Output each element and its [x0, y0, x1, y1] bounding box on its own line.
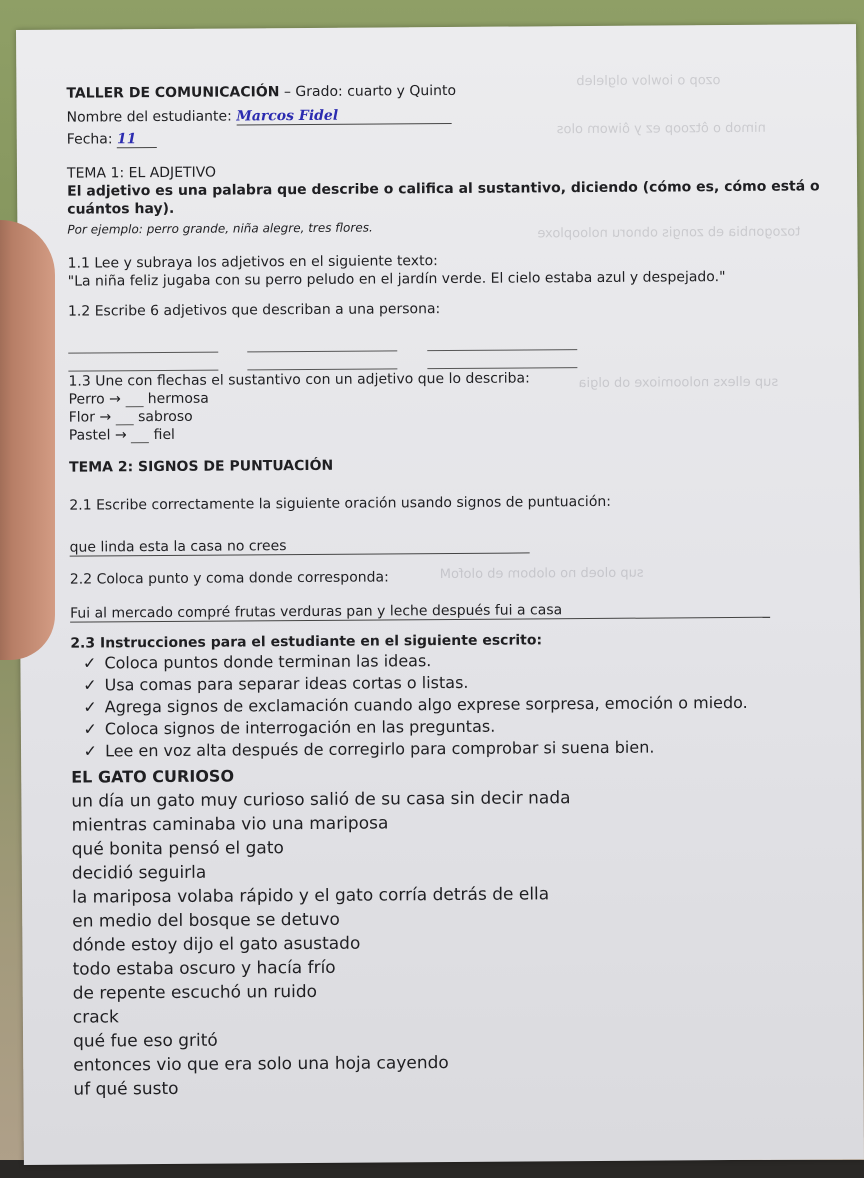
check-icon: ✓ — [83, 741, 98, 761]
pair-blank[interactable] — [125, 392, 143, 407]
instruction-text: Coloca puntos donde terminan las ideas. — [104, 651, 432, 673]
story-line: dónde estoy dijo el gato asustado — [72, 933, 361, 956]
story-line: crack — [72, 1007, 119, 1028]
question-2-3: 2.3 Instrucciones para el estudiante en el siguiente escrito: — [70, 632, 543, 652]
question-1-1-text: "La niña feliz jugaba con su perro peludo en el jardín verde. El cielo estaba azul y despejado." — [67, 269, 726, 290]
question-2-1: 2.1 Escribe correctamente la siguiente oración usando signos de puntuación: — [69, 493, 612, 514]
instruction-text: Agrega signos de exclamación cuando algo exprese sorpresa, emoción o miedo. — [104, 692, 748, 717]
answer-blank[interactable] — [68, 356, 218, 372]
question-2-2: 2.2 Coloca punto y coma donde corresponda: — [69, 569, 389, 588]
pair-row-3 — [69, 427, 175, 444]
example-label: Por ejemplo: — [67, 222, 143, 237]
story-line: mientras caminaba vio una mariposa — [71, 813, 389, 836]
example-text: perro grande, niña alegre, tres flores. — [146, 220, 373, 237]
date-value: 11 — [117, 131, 157, 148]
check-icon: ✓ — [82, 653, 97, 673]
bleed-through-text: sup oloeb no olobom eb olofoM — [439, 565, 644, 583]
check-icon: ✓ — [83, 675, 97, 695]
instruction-text: Usa comas para separar ideas cortas o listas. — [104, 672, 469, 695]
grade-text: – Grado: cuarto y Quinto — [283, 82, 457, 101]
bleed-through-text: sup ellexs noloomioxe ob olgia — [578, 374, 779, 392]
tema1-example — [67, 220, 372, 238]
pair-adjective: sabroso — [138, 408, 193, 426]
worksheet-paper — [16, 24, 864, 1165]
bleed-through-text: ozop o iowlov olgleleb — [576, 73, 721, 90]
pair-row-1 — [69, 391, 209, 408]
story-line: decidió seguirla — [71, 862, 207, 884]
story-line: entonces vio que era solo una hoja cayendo — [73, 1053, 449, 1076]
answer-blanks-row-2 — [68, 352, 577, 372]
pair-blank[interactable] — [131, 428, 149, 443]
story-line: todo estaba oscuro y hacía frío — [72, 957, 336, 980]
worksheet-header — [66, 83, 456, 102]
question-1-1: 1.1 Lee y subraya los adjetivos en el siguiente texto: — [67, 253, 438, 272]
pair-row-2 — [69, 409, 193, 426]
pair-noun: Pastel → — [68, 427, 127, 444]
tema1-definition-line2: cuántos hay). — [67, 200, 175, 218]
check-icon: ✓ — [83, 719, 97, 739]
instruction-item — [71, 672, 469, 695]
bleed-through-text: nimob o ôtzoop ez y ôiwom olos — [556, 120, 766, 138]
tema1-title: TEMA 1: EL ADJETIVO — [66, 164, 217, 182]
answer-blank[interactable] — [427, 335, 577, 351]
bleed-through-text: tozogonbia eb zongis obnoru nolooploxe — [537, 224, 801, 242]
student-name-label: Nombre del estudiante: — [66, 108, 232, 126]
story-line: uf qué susto — [73, 1078, 179, 1100]
instruction-item — [70, 653, 431, 672]
question-2-1-sentence — [70, 536, 530, 556]
story-line: un día un gato muy curioso salió de su casa sin decir nada — [71, 788, 571, 812]
question-1-3: 1.3 Une con flechas el sustantivo con un adjetivo que lo describa: — [68, 370, 530, 390]
instruction-item — [71, 716, 496, 739]
sentence-2-2: Fui al mercado compré frutas verduras pan y leche después fui a casa — [70, 601, 770, 623]
answer-blanks-row-1 — [68, 334, 577, 354]
answer-blank[interactable] — [248, 336, 398, 352]
tema1-definition-line1: El adjetivo es una palabra que describe o califica al sustantivo, diciendo (cómo es, cómo está o — [67, 178, 820, 200]
pair-noun: Perro → — [68, 391, 121, 408]
date-label: Fecha: — [66, 131, 113, 148]
story-line: en medio del bosque se detuvo — [72, 909, 340, 932]
story-line: de repente escuchó un ruido — [72, 981, 318, 1004]
sentence-2-1: que linda esta la casa no crees — [70, 536, 530, 556]
hand-holding-paper — [0, 220, 55, 660]
instruction-item — [71, 692, 748, 717]
answer-blank[interactable] — [68, 338, 218, 354]
instruction-item — [71, 737, 655, 761]
instruction-text: Coloca signos de interrogación en las preguntas. — [104, 716, 496, 739]
pair-adjective: fiel — [153, 426, 175, 444]
student-name-value: Marcos Fidel — [236, 107, 451, 126]
instruction-text: Lee en voz alta después de corregirlo para comprobar si suena bien. — [104, 737, 655, 761]
pair-blank[interactable] — [116, 410, 134, 425]
answer-blank[interactable] — [427, 353, 577, 369]
pair-adjective: hermosa — [147, 390, 209, 408]
pair-noun: Flor → — [68, 409, 112, 426]
check-icon: ✓ — [83, 697, 97, 717]
tema2-title: TEMA 2: SIGNOS DE PUNTUACIÓN — [69, 457, 334, 476]
story-line: la mariposa volaba rápido y el gato corría detrás de ella — [71, 884, 550, 908]
answer-blank[interactable] — [248, 354, 398, 370]
student-name-row — [67, 107, 452, 127]
worksheet-title: TALLER DE COMUNICACIÓN — [66, 84, 280, 102]
story-line: qué bonita pensó el gato — [71, 838, 284, 860]
question-1-2: 1.2 Escribe 6 adjetivos que describan a una persona: — [67, 301, 441, 320]
question-2-2-sentence — [70, 601, 770, 623]
story-title: EL GATO CURIOSO — [71, 766, 235, 787]
date-row — [67, 131, 157, 149]
story-line: qué fue eso gritó — [72, 1030, 218, 1052]
